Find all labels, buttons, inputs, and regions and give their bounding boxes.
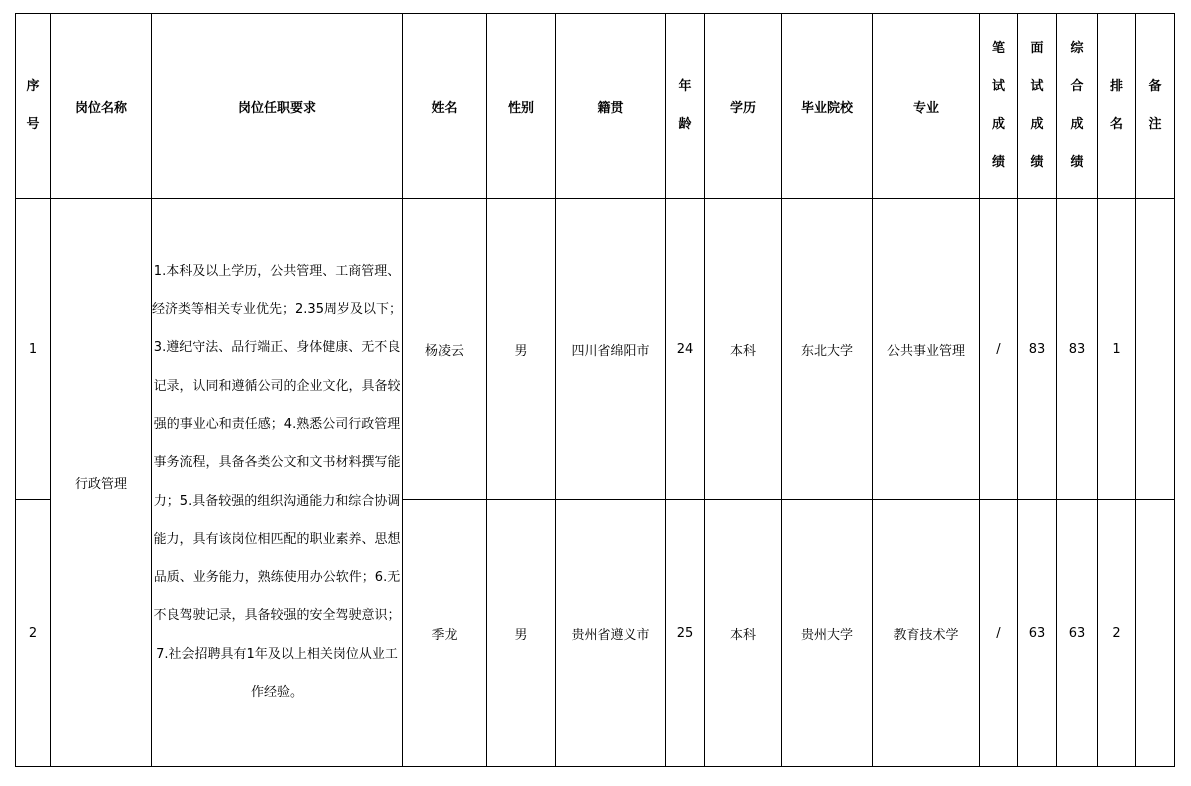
- cell-remarks: [1136, 500, 1175, 767]
- header-school: 毕业院校: [782, 14, 873, 199]
- cell-education: 本科: [705, 199, 782, 500]
- header-rank: 排名: [1098, 14, 1136, 199]
- cell-requirements: 1.本科及以上学历，公共管理、工商管理、经济类等相关专业优先；2.35周岁及以下；3.遵纪守法、品行端正、身体健康、无不良记录，认同和遵循公司的企业文化，具备较强的事业心和责任感；4.熟悉公司行政管理事务流程，具备各类公文和文书材料撰写能力；5.具备较强的组织沟通能力和综合协调能力，具有该岗位相匹配的职业素养、思想品质、业务能力，熟练使用办公软件；6.无不良驾驶记录，具备较强的安全驾驶意识；7.社会招聘具有1年及以上相关岗位从业工作经验。: [152, 199, 403, 767]
- header-written-score: 笔试成绩: [980, 14, 1018, 199]
- header-gender: 性别: [487, 14, 556, 199]
- cell-interview-score: 63: [1018, 500, 1057, 767]
- header-origin: 籍贯: [556, 14, 666, 199]
- cell-age: 24: [666, 199, 705, 500]
- cell-education: 本科: [705, 500, 782, 767]
- cell-gender: 男: [487, 500, 556, 767]
- header-age: 年龄: [666, 14, 705, 199]
- header-major: 专业: [873, 14, 980, 199]
- cell-origin: 四川省绵阳市: [556, 199, 666, 500]
- cell-remarks: [1136, 199, 1175, 500]
- header-name: 姓名: [403, 14, 487, 199]
- cell-name: 杨凌云: [403, 199, 487, 500]
- cell-index: 2: [16, 500, 51, 767]
- header-index: 序号: [16, 14, 51, 199]
- cell-index: 1: [16, 199, 51, 500]
- cell-interview-score: 83: [1018, 199, 1057, 500]
- header-remarks: 备注: [1136, 14, 1175, 199]
- cell-rank: 2: [1098, 500, 1136, 767]
- cell-school: 东北大学: [782, 199, 873, 500]
- cell-total-score: 63: [1057, 500, 1098, 767]
- cell-rank: 1: [1098, 199, 1136, 500]
- cell-post-name: 行政管理: [51, 199, 152, 767]
- cell-school: 贵州大学: [782, 500, 873, 767]
- cell-gender: 男: [487, 199, 556, 500]
- header-post-name: 岗位名称: [51, 14, 152, 199]
- header-row: [16, 14, 1175, 199]
- cell-name: 季龙: [403, 500, 487, 767]
- cell-age: 25: [666, 500, 705, 767]
- header-requirements: 岗位任职要求: [152, 14, 403, 199]
- header-education: 学历: [705, 14, 782, 199]
- cell-written-score: /: [980, 199, 1018, 500]
- cell-total-score: 83: [1057, 199, 1098, 500]
- cell-major: 公共事业管理: [873, 199, 980, 500]
- recruitment-results-table: [15, 13, 1175, 767]
- header-total-score: 综合成绩: [1057, 14, 1098, 199]
- cell-written-score: /: [980, 500, 1018, 767]
- header-interview-score: 面试成绩: [1018, 14, 1057, 199]
- cell-origin: 贵州省遵义市: [556, 500, 666, 767]
- cell-major: 教育技术学: [873, 500, 980, 767]
- table-row: [16, 199, 1175, 500]
